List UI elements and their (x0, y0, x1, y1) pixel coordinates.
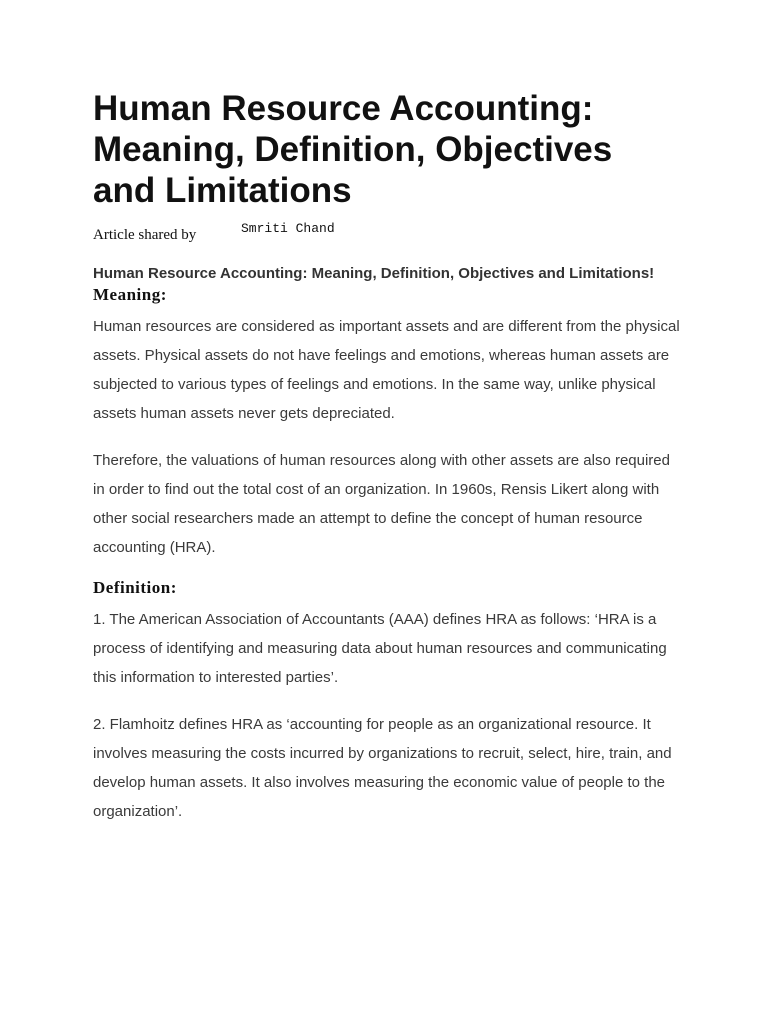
author-name[interactable]: Smriti Chand (241, 221, 335, 236)
article-title: Human Resource Accounting: Meaning, Definition, Objectives and Limitations (93, 89, 613, 210)
paragraph: Therefore, the valuations of human resources along with other assets are also required in order to find out the total cost of an organization. In 1960s, Rensis Likert along with other social researchers made an attempt to define the concept of human resource accounting (HRA). (93, 452, 670, 556)
section-heading-definition: Definition: (93, 578, 177, 597)
paragraph: 1. The American Association of Accountants (AAA) defines HRA as follows: ‘HRA is a process of identifying and measuring data about human resources and communicating this information to interested parties’. (93, 611, 667, 686)
byline-label: Article shared by (93, 227, 197, 243)
paragraph: Human resources are considered as important assets and are different from the physical assets. Physical assets do not have feelings and emotions, whereas human assets are subjected to various types of feelings and emotions. In the same way, unlike physical assets human assets never gets depreciated. (93, 318, 680, 422)
section-heading-meaning: Meaning: (93, 285, 167, 304)
article-subtitle: Human Resource Accounting: Meaning, Definition, Objectives and Limitations! (93, 265, 655, 282)
paragraph: 2. Flamhoitz defines HRA as ‘accounting for people as an organizational resource. It involves measuring the costs incurred by organizations to recruit, select, hire, train, and develop human assets. It also involves measuring the economic value of people to the organization’. (93, 716, 672, 820)
article (93, 88, 683, 826)
byline (93, 221, 683, 247)
